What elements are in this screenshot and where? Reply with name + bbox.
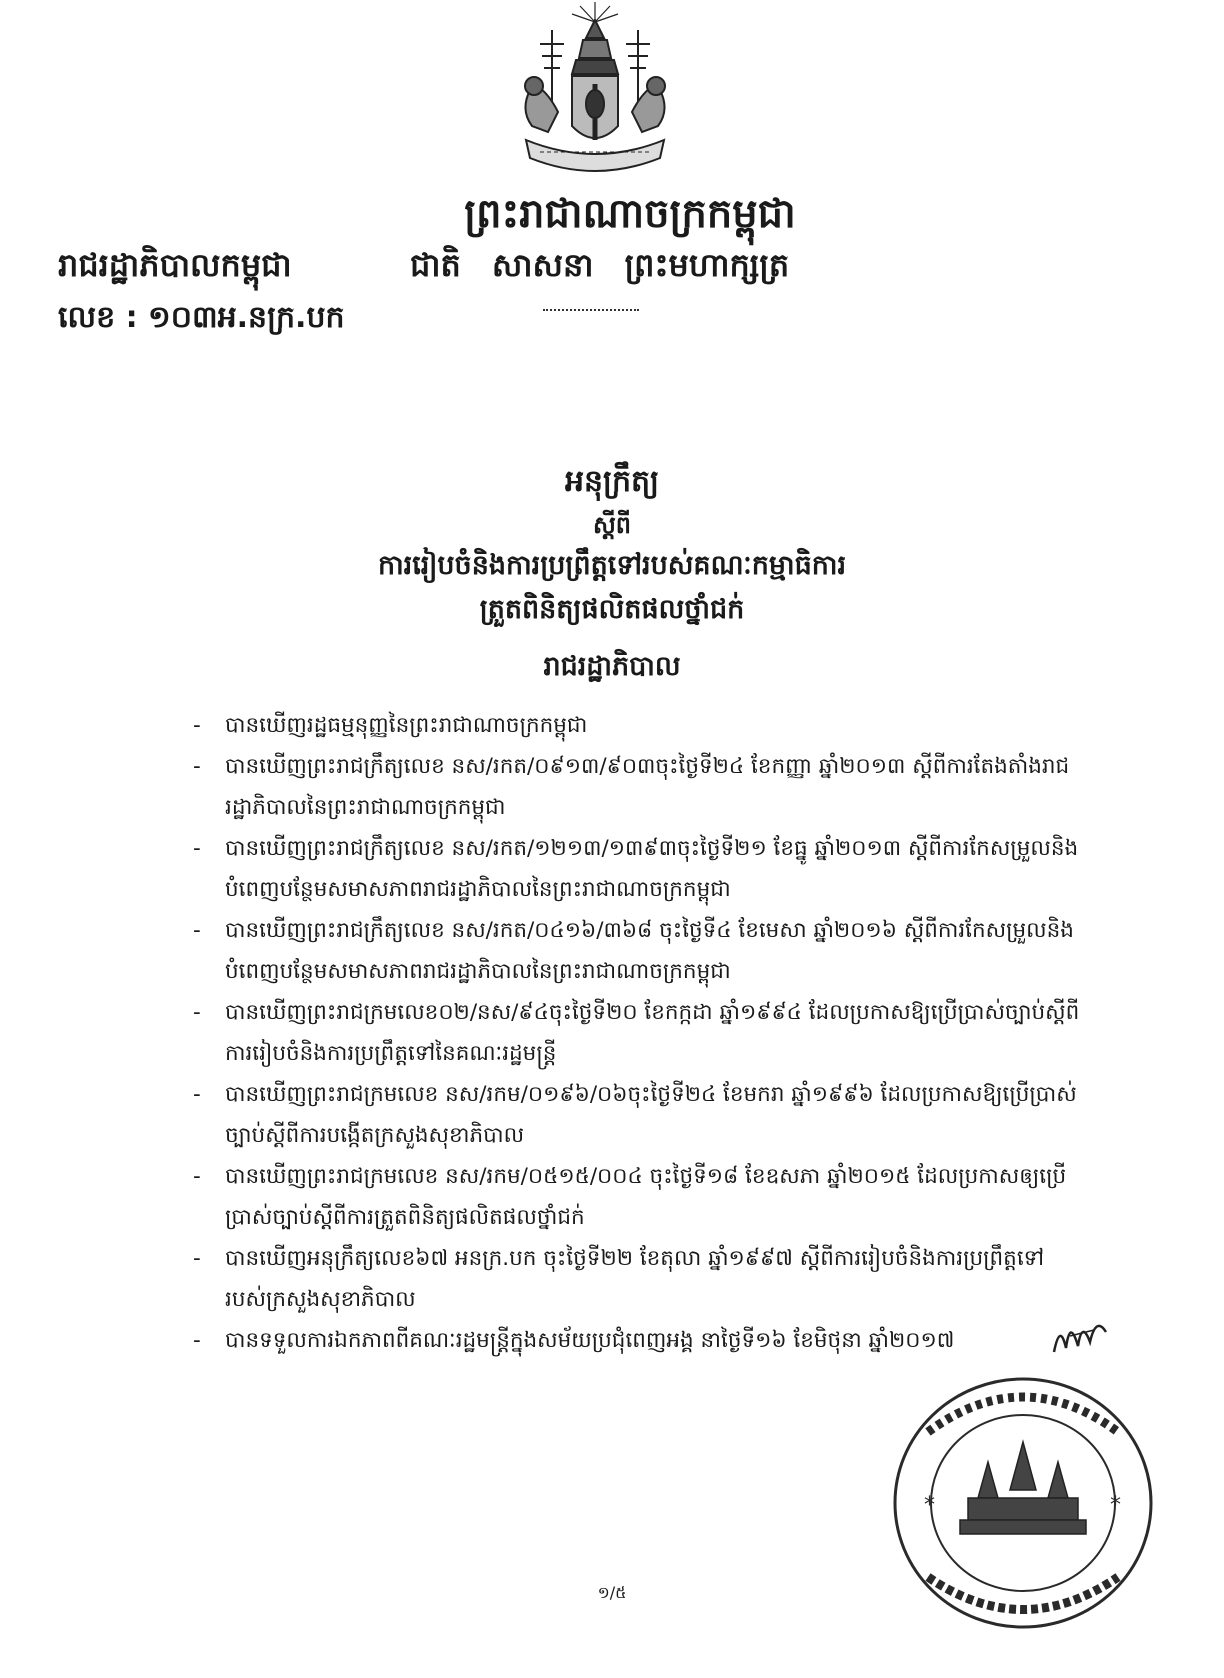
list-item: - បានឃើញព្រះរាជក្រមលេខ០២/នស/៩៤ចុះថ្ងៃទី២០ ខែកក្កដា ឆ្នាំ១៩៩៤ ដែលប្រកាសឱ្យប្រើប្រាស់ច្បាប់ស្តីពីការរៀបចំនិងការប្រព្រឹត្តទៅនៃគណៈរដ្ឋមន្ត្រី <box>205 992 1085 1074</box>
list-item: - បានឃើញព្រះរាជក្រមលេខ នស/រកម/០១៩៦/០៦ចុះថ្ងៃទី២៤ ខែមករា ឆ្នាំ១៩៩៦ ដែលប្រកាសឱ្យប្រើប្រាស់ច្បាប់ស្តីពីការបង្កើតក្រសួងសុខាភិបាល <box>205 1074 1085 1156</box>
handwritten-initial-icon <box>1050 1312 1110 1362</box>
list-item: - បានឃើញព្រះរាជក្រឹត្យលេខ នស/រកត/១២១៣/១៣៩៣ចុះថ្ងៃទី២១ ខែធ្នូ ឆ្នាំ២០១៣ ស្តីពីការកែសម្រួលនិងបំពេញបន្ថែមសមាសភាពរាជរដ្ឋាភិបាលនៃព្រះរាជាណាចក្រកម្ពុជា <box>205 828 1085 910</box>
national-motto: ជាតិ សាសនា ព្រះមហាក្សត្រ <box>410 246 790 284</box>
subject-line-2: ត្រួតពិនិត្យផលិតផលថ្នាំជក់ <box>479 594 745 625</box>
references-list <box>205 705 1085 1361</box>
reference-number: លេខ : ១០៣អ.នក្រ.បក <box>58 300 345 335</box>
government-name: រាជរដ្ឋាភិបាលកម្ពុជា <box>58 246 292 284</box>
page-number: ១/៥ <box>597 1583 627 1602</box>
document-about: ស្តីពី <box>592 511 632 539</box>
kingdom-name: ព្រះរាជាណាចក្រកម្ពុជា <box>464 191 796 237</box>
list-item: - បានឃើញអនុក្រឹត្យលេខ៦៧ អនក្រ.បក ចុះថ្ងៃទី២២ ខែតុលា ឆ្នាំ១៩៩៧ ស្តីពីការរៀបចំនិងការប្រព្រឹត្តទៅរបស់ក្រសួងសុខាភិបាល <box>205 1238 1085 1320</box>
svg-text:*: * <box>1110 1493 1121 1518</box>
list-item: - បានឃើញរដ្ឋធម្មនុញ្ញនៃព្រះរាជាណាចក្រកម្ពុជា <box>205 705 1085 746</box>
document-title-block <box>0 458 1224 632</box>
document-type: អនុក្រឹត្យ <box>564 464 660 499</box>
issuing-authority: រាជរដ្ឋាភិបាល <box>543 651 681 682</box>
list-item: - បានឃើញព្រះរាជក្រមលេខ នស/រកម/០៥១៥/០០៤ ចុះថ្ងៃទី១៨ ខែឧសភា ឆ្នាំ២០១៥ ដែលប្រកាសឲ្យប្រើប្រាស់ច្បាប់ស្តីពីការត្រួតពិនិត្យផលិតផលថ្នាំជក់ <box>205 1156 1085 1238</box>
motto-divider <box>543 309 639 311</box>
list-item: - បានឃើញព្រះរាជក្រឹត្យលេខ នស/រកត/០៩១៣/៩០៣ចុះថ្ងៃទី២៤ ខែកញ្ញា ឆ្នាំ២០១៣ ស្តីពីការតែងតាំងរាជរដ្ឋាភិបាលនៃព្រះរាជាណាចក្រកម្ពុជា <box>205 746 1085 828</box>
list-item: - បានឃើញព្រះរាជក្រឹត្យលេខ នស/រកត/០៤១៦/៣៦៨ ចុះថ្ងៃទី៤ ខែមេសា ឆ្នាំ២០១៦ ស្តីពីការកែសម្រួលនិងបំពេញបន្ថែមសមាសភាពរាជរដ្ឋាភិបាលនៃព្រះរាជាណាចក្រកម្ពុជា <box>205 910 1085 992</box>
royal-coat-of-arms-icon <box>500 0 690 190</box>
svg-text:*: * <box>924 1493 935 1518</box>
subject-line-1: ការរៀបចំនិងការប្រព្រឹត្តទៅរបស់គណៈកម្មាធិការ <box>377 550 847 581</box>
list-item: - បានទទួលការឯកភាពពីគណៈរដ្ឋមន្ត្រីក្នុងសម័យប្រជុំពេញអង្គ នាថ្ងៃទី១៦ ខែមិថុនា ឆ្នាំ២០១៧ <box>205 1320 1085 1361</box>
